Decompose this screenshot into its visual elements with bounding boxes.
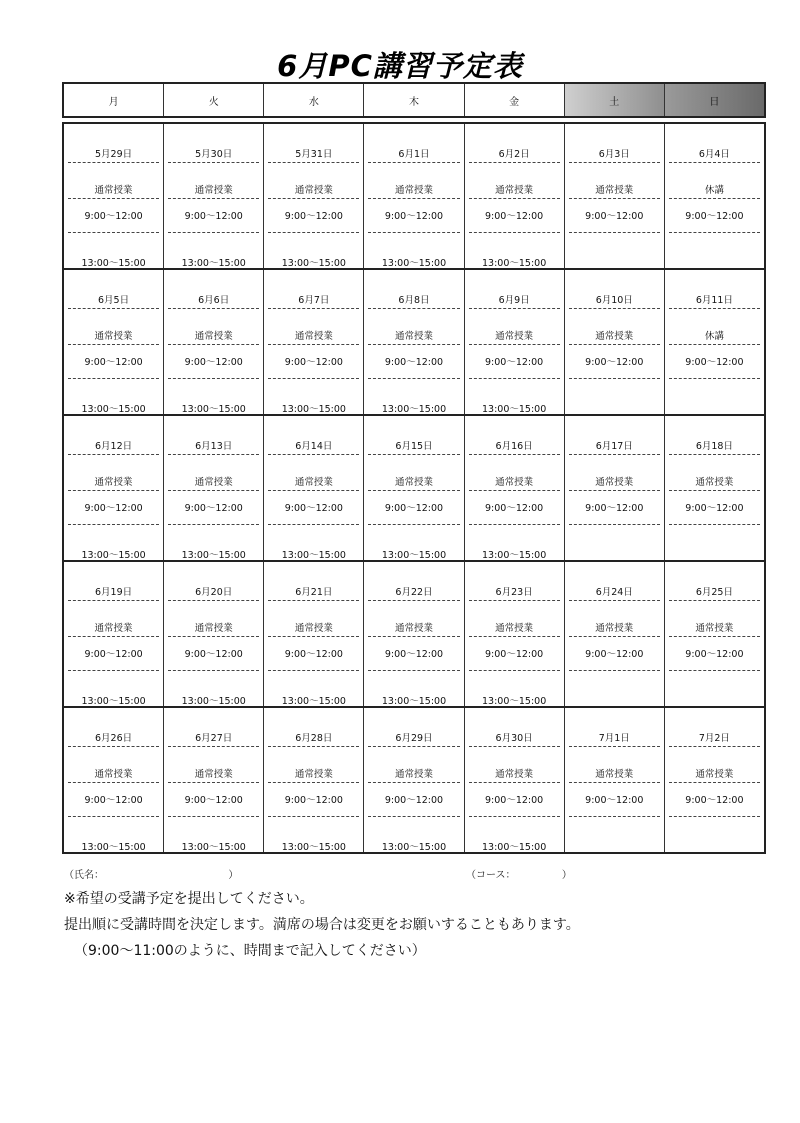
day-cell bbox=[164, 270, 264, 414]
lesson-type: 通常授業 bbox=[168, 620, 259, 637]
dashed-divider bbox=[168, 378, 259, 379]
lesson-type: 通常授業 bbox=[368, 182, 459, 199]
dashed-divider bbox=[368, 378, 459, 379]
lesson-type: 通常授業 bbox=[569, 474, 660, 491]
name-label: （氏名： bbox=[64, 870, 104, 881]
day-date: 6月5日 bbox=[68, 292, 159, 309]
lesson-type: 通常授業 bbox=[469, 328, 560, 345]
dashed-divider bbox=[168, 524, 259, 525]
day-date: 5月29日 bbox=[68, 146, 159, 163]
dashed-divider bbox=[68, 816, 159, 817]
day-date: 6月20日 bbox=[168, 584, 259, 601]
dashed-divider bbox=[168, 232, 259, 233]
weekday-tue: 火 bbox=[164, 84, 264, 116]
morning-slot: 9:00～12:00 bbox=[284, 649, 343, 660]
day-date: 6月6日 bbox=[168, 292, 259, 309]
dashed-divider bbox=[569, 816, 660, 817]
weekday-header bbox=[62, 82, 766, 118]
dashed-divider bbox=[469, 378, 560, 379]
morning-slot: 9:00～12:00 bbox=[485, 503, 544, 514]
morning-slot: 9:00～12:00 bbox=[184, 503, 243, 514]
afternoon-slot: 13:00～15:00 bbox=[482, 404, 547, 415]
afternoon-slot: 13:00～15:00 bbox=[482, 696, 547, 707]
lesson-type: 通常授業 bbox=[68, 620, 159, 637]
day-date: 6月12日 bbox=[68, 438, 159, 455]
day-cell bbox=[565, 708, 665, 852]
lesson-type: 通常授業 bbox=[168, 182, 259, 199]
dashed-divider bbox=[68, 232, 159, 233]
morning-slot: 9:00～12:00 bbox=[585, 211, 644, 222]
day-date: 6月19日 bbox=[68, 584, 159, 601]
day-cell bbox=[64, 708, 164, 852]
morning-slot: 9:00～12:00 bbox=[485, 795, 544, 806]
day-date: 6月21日 bbox=[268, 584, 359, 601]
afternoon-slot: 13:00～15:00 bbox=[281, 550, 346, 561]
morning-slot: 9:00～12:00 bbox=[84, 211, 143, 222]
dashed-divider bbox=[168, 670, 259, 671]
week-row bbox=[64, 270, 764, 416]
day-cell bbox=[364, 562, 464, 706]
afternoon-slot: 13:00～15:00 bbox=[181, 404, 246, 415]
morning-slot: 9:00～12:00 bbox=[685, 357, 744, 368]
lesson-type: 通常授業 bbox=[268, 328, 359, 345]
morning-slot: 9:00～12:00 bbox=[685, 503, 744, 514]
day-cell bbox=[465, 270, 565, 414]
day-cell bbox=[264, 416, 364, 560]
dashed-divider bbox=[268, 378, 359, 379]
day-date: 6月7日 bbox=[268, 292, 359, 309]
morning-slot: 9:00～12:00 bbox=[685, 211, 744, 222]
morning-slot: 9:00～12:00 bbox=[84, 503, 143, 514]
dashed-divider bbox=[669, 232, 760, 233]
schedule-grid bbox=[62, 122, 766, 854]
name-close: ） bbox=[228, 870, 239, 881]
day-date: 6月8日 bbox=[368, 292, 459, 309]
afternoon-slot: 13:00～15:00 bbox=[81, 550, 146, 561]
lesson-type: 通常授業 bbox=[268, 182, 359, 199]
afternoon-slot: 13:00～15:00 bbox=[381, 404, 447, 415]
morning-slot: 9:00～12:00 bbox=[485, 357, 544, 368]
lesson-type: 通常授業 bbox=[569, 182, 660, 199]
lesson-type: 通常授業 bbox=[469, 474, 560, 491]
dashed-divider bbox=[669, 524, 760, 525]
lesson-type: 通常授業 bbox=[368, 620, 459, 637]
note-line-1: ※希望の受講予定を提出してください。 bbox=[64, 891, 314, 907]
day-cell bbox=[665, 708, 764, 852]
day-date: 6月4日 bbox=[669, 146, 760, 163]
afternoon-slot: 13:00～15:00 bbox=[381, 258, 447, 269]
day-cell bbox=[665, 562, 764, 706]
day-date: 6月10日 bbox=[569, 292, 660, 309]
morning-slot: 9:00～12:00 bbox=[184, 211, 243, 222]
day-date: 6月15日 bbox=[368, 438, 459, 455]
lesson-type: 通常授業 bbox=[469, 766, 560, 783]
afternoon-slot: 13:00～15:00 bbox=[281, 842, 346, 853]
day-cell bbox=[364, 708, 464, 852]
day-cell bbox=[665, 124, 764, 268]
morning-slot: 9:00～12:00 bbox=[284, 795, 343, 806]
morning-slot: 9:00～12:00 bbox=[284, 211, 343, 222]
day-cell bbox=[364, 270, 464, 414]
note-line-2: 提出順に受講時間を決定します。満席の場合は変更をお願いすることもあります。 bbox=[64, 917, 580, 933]
day-date: 6月26日 bbox=[68, 730, 159, 747]
lesson-type: 通常授業 bbox=[669, 620, 760, 637]
dashed-divider bbox=[469, 232, 560, 233]
day-date: 6月11日 bbox=[669, 292, 760, 309]
day-date: 6月24日 bbox=[569, 584, 660, 601]
dashed-divider bbox=[268, 232, 359, 233]
lesson-type: 通常授業 bbox=[168, 328, 259, 345]
morning-slot: 9:00～12:00 bbox=[284, 357, 343, 368]
day-date: 6月22日 bbox=[368, 584, 459, 601]
lesson-type: 通常授業 bbox=[68, 182, 159, 199]
afternoon-slot: 13:00～15:00 bbox=[281, 696, 346, 707]
day-cell bbox=[264, 124, 364, 268]
day-cell bbox=[364, 416, 464, 560]
afternoon-slot: 13:00～15:00 bbox=[482, 550, 547, 561]
day-cell bbox=[565, 416, 665, 560]
morning-slot: 9:00～12:00 bbox=[84, 649, 143, 660]
lesson-type: 通常授業 bbox=[569, 620, 660, 637]
day-date: 6月28日 bbox=[268, 730, 359, 747]
dashed-divider bbox=[669, 816, 760, 817]
day-date: 6月27日 bbox=[168, 730, 259, 747]
day-date: 6月30日 bbox=[469, 730, 560, 747]
day-cell bbox=[264, 562, 364, 706]
lesson-type: 通常授業 bbox=[168, 766, 259, 783]
dashed-divider bbox=[168, 816, 259, 817]
course-close: ） bbox=[561, 870, 572, 881]
lesson-type: 通常授業 bbox=[168, 474, 259, 491]
afternoon-slot: 13:00～15:00 bbox=[181, 550, 246, 561]
dashed-divider bbox=[268, 670, 359, 671]
day-date: 6月1日 bbox=[368, 146, 459, 163]
afternoon-slot: 13:00～15:00 bbox=[181, 696, 246, 707]
day-date: 5月30日 bbox=[168, 146, 259, 163]
lesson-type: 通常授業 bbox=[368, 766, 459, 783]
day-cell bbox=[465, 124, 565, 268]
page-title: 6月PC講習予定表 bbox=[277, 49, 523, 83]
morning-slot: 9:00～12:00 bbox=[84, 795, 143, 806]
lesson-type: 通常授業 bbox=[68, 328, 159, 345]
dashed-divider bbox=[68, 670, 159, 671]
afternoon-slot: 13:00～15:00 bbox=[81, 404, 146, 415]
morning-slot: 9:00～12:00 bbox=[284, 503, 343, 514]
morning-slot: 9:00～12:00 bbox=[384, 503, 444, 514]
afternoon-slot: 13:00～15:00 bbox=[181, 842, 246, 853]
dashed-divider bbox=[368, 524, 459, 525]
day-date: 6月2日 bbox=[469, 146, 560, 163]
lesson-type: 通常授業 bbox=[368, 328, 459, 345]
week-row bbox=[64, 708, 764, 852]
day-cell bbox=[264, 708, 364, 852]
weekday-thu: 木 bbox=[364, 84, 464, 116]
lesson-type: 通常授業 bbox=[469, 182, 560, 199]
day-cell bbox=[565, 124, 665, 268]
afternoon-slot: 13:00～15:00 bbox=[381, 696, 447, 707]
morning-slot: 9:00～12:00 bbox=[384, 357, 444, 368]
day-cell bbox=[164, 124, 264, 268]
day-cell bbox=[665, 270, 764, 414]
day-date: 7月2日 bbox=[669, 730, 760, 747]
day-cell bbox=[64, 124, 164, 268]
afternoon-slot: 13:00～15:00 bbox=[81, 842, 146, 853]
dashed-divider bbox=[569, 232, 660, 233]
dashed-divider bbox=[469, 524, 560, 525]
dashed-divider bbox=[569, 378, 660, 379]
dashed-divider bbox=[268, 524, 359, 525]
afternoon-slot: 13:00～15:00 bbox=[181, 258, 246, 269]
morning-slot: 9:00～12:00 bbox=[585, 357, 644, 368]
day-cell bbox=[465, 562, 565, 706]
morning-slot: 9:00～12:00 bbox=[585, 795, 644, 806]
day-cell bbox=[565, 270, 665, 414]
day-date: 6月23日 bbox=[469, 584, 560, 601]
afternoon-slot: 13:00～15:00 bbox=[281, 404, 346, 415]
day-date: 6月29日 bbox=[368, 730, 459, 747]
dashed-divider bbox=[368, 670, 459, 671]
morning-slot: 9:00～12:00 bbox=[585, 649, 644, 660]
week-row bbox=[64, 124, 764, 270]
dashed-divider bbox=[68, 378, 159, 379]
course-field[interactable] bbox=[466, 866, 572, 881]
lesson-type: 通常授業 bbox=[268, 766, 359, 783]
lesson-type: 通常授業 bbox=[569, 766, 660, 783]
afternoon-slot: 13:00～15:00 bbox=[482, 842, 547, 853]
afternoon-slot: 13:00～15:00 bbox=[81, 258, 146, 269]
dashed-divider bbox=[569, 524, 660, 525]
lesson-type: 休講 bbox=[669, 328, 760, 345]
weekday-wed: 水 bbox=[264, 84, 364, 116]
morning-slot: 9:00～12:00 bbox=[184, 649, 243, 660]
weekday-sat: 土 bbox=[565, 84, 665, 116]
lesson-type: 通常授業 bbox=[669, 474, 760, 491]
morning-slot: 9:00～12:00 bbox=[685, 649, 744, 660]
day-date: 6月18日 bbox=[669, 438, 760, 455]
week-row bbox=[64, 416, 764, 562]
lesson-type: 通常授業 bbox=[669, 766, 760, 783]
morning-slot: 9:00～12:00 bbox=[384, 649, 444, 660]
day-cell bbox=[64, 416, 164, 560]
day-date: 6月14日 bbox=[268, 438, 359, 455]
day-cell bbox=[164, 416, 264, 560]
lesson-type: 通常授業 bbox=[268, 620, 359, 637]
day-cell bbox=[164, 708, 264, 852]
weekday-fri: 金 bbox=[465, 84, 565, 116]
day-date: 6月3日 bbox=[569, 146, 660, 163]
morning-slot: 9:00～12:00 bbox=[384, 211, 444, 222]
dashed-divider bbox=[368, 816, 459, 817]
day-cell bbox=[64, 270, 164, 414]
dashed-divider bbox=[569, 670, 660, 671]
course-label: （コース： bbox=[466, 870, 516, 881]
lesson-type: 通常授業 bbox=[469, 620, 560, 637]
note-line-3: （9:00～11:00のように、時間まで記入してください） bbox=[74, 943, 426, 959]
lesson-type: 通常授業 bbox=[569, 328, 660, 345]
day-date: 6月17日 bbox=[569, 438, 660, 455]
day-date: 6月16日 bbox=[469, 438, 560, 455]
day-cell bbox=[64, 562, 164, 706]
lesson-type: 通常授業 bbox=[68, 766, 159, 783]
week-row bbox=[64, 562, 764, 708]
afternoon-slot: 13:00～15:00 bbox=[281, 258, 346, 269]
dashed-divider bbox=[669, 670, 760, 671]
day-date: 6月13日 bbox=[168, 438, 259, 455]
lesson-type: 通常授業 bbox=[368, 474, 459, 491]
afternoon-slot: 13:00～15:00 bbox=[482, 258, 547, 269]
dashed-divider bbox=[669, 378, 760, 379]
lesson-type: 通常授業 bbox=[68, 474, 159, 491]
dashed-divider bbox=[268, 816, 359, 817]
afternoon-slot: 13:00～15:00 bbox=[381, 842, 447, 853]
day-cell bbox=[164, 562, 264, 706]
dashed-divider bbox=[368, 232, 459, 233]
name-field[interactable] bbox=[64, 866, 238, 881]
afternoon-slot: 13:00～15:00 bbox=[81, 696, 146, 707]
lesson-type: 休講 bbox=[669, 182, 760, 199]
day-cell bbox=[565, 562, 665, 706]
morning-slot: 9:00～12:00 bbox=[685, 795, 744, 806]
day-cell bbox=[264, 270, 364, 414]
morning-slot: 9:00～12:00 bbox=[184, 795, 243, 806]
day-cell bbox=[364, 124, 464, 268]
morning-slot: 9:00～12:00 bbox=[585, 503, 644, 514]
dashed-divider bbox=[68, 524, 159, 525]
morning-slot: 9:00～12:00 bbox=[485, 649, 544, 660]
morning-slot: 9:00～12:00 bbox=[184, 357, 243, 368]
morning-slot: 9:00～12:00 bbox=[485, 211, 544, 222]
day-date: 5月31日 bbox=[268, 146, 359, 163]
morning-slot: 9:00～12:00 bbox=[384, 795, 444, 806]
day-date: 6月25日 bbox=[669, 584, 760, 601]
weekday-mon: 月 bbox=[64, 84, 164, 116]
dashed-divider bbox=[469, 670, 560, 671]
dashed-divider bbox=[469, 816, 560, 817]
lesson-type: 通常授業 bbox=[268, 474, 359, 491]
day-cell bbox=[465, 416, 565, 560]
weekday-sun: 日 bbox=[665, 84, 764, 116]
morning-slot: 9:00～12:00 bbox=[84, 357, 143, 368]
day-date: 6月9日 bbox=[469, 292, 560, 309]
day-cell bbox=[665, 416, 764, 560]
day-date: 7月1日 bbox=[569, 730, 660, 747]
day-cell bbox=[465, 708, 565, 852]
afternoon-slot: 13:00～15:00 bbox=[381, 550, 447, 561]
